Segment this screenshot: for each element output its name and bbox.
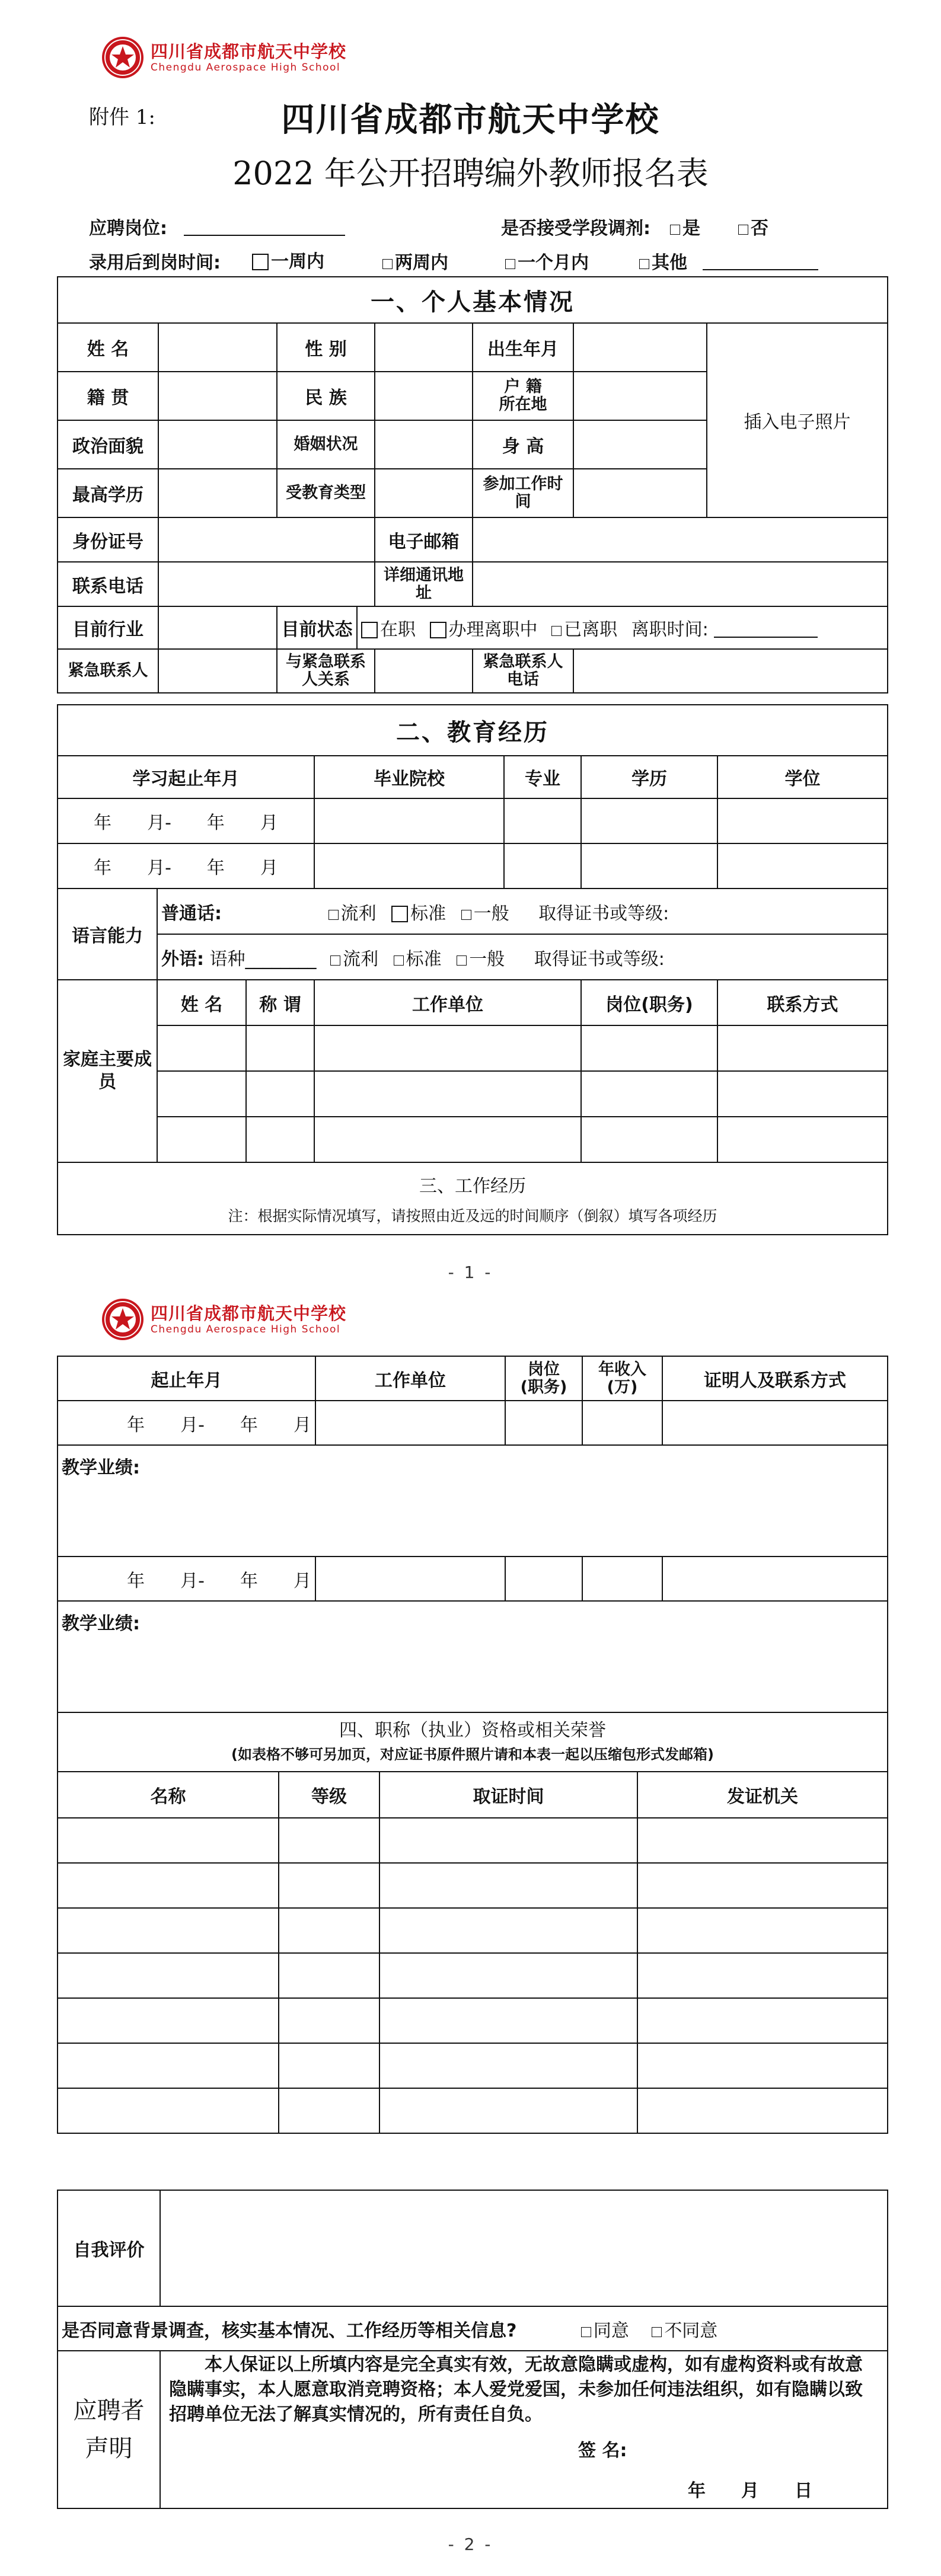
section-3-note: 注：根据实际情况填写，请按照由近及远的时间顺序（倒叙）填写各项经历 bbox=[228, 1207, 717, 1225]
edu-major-field[interactable] bbox=[504, 843, 581, 889]
spacer-row bbox=[58, 2133, 888, 2190]
attachment-label: 附件 1: bbox=[89, 106, 155, 129]
qual-level-field[interactable] bbox=[279, 1863, 379, 1908]
family-name-field[interactable] bbox=[157, 1025, 246, 1071]
emergency-contact-label: 紧急联系人 bbox=[58, 649, 158, 693]
checkbox-icon bbox=[328, 910, 339, 920]
school-name-en: Chengdu Aerospace High School bbox=[151, 62, 341, 73]
checkbox-icon bbox=[252, 254, 269, 270]
family-unit-field[interactable] bbox=[314, 1071, 581, 1117]
qual-level-field[interactable] bbox=[279, 2043, 379, 2088]
mandarin-cert-label: 取得证书或等级: bbox=[538, 903, 669, 924]
work-time-label: 参加工作时间 bbox=[473, 469, 573, 517]
qual-time-field[interactable] bbox=[379, 1818, 637, 1863]
foreign-kind-field[interactable]: 语种________ bbox=[209, 948, 317, 970]
email-field[interactable] bbox=[473, 517, 888, 562]
work-post-field[interactable] bbox=[505, 1557, 582, 1601]
work-time-field[interactable] bbox=[573, 469, 707, 517]
id-label: 身份证号 bbox=[58, 517, 158, 562]
emergency-phone-field[interactable] bbox=[573, 649, 888, 693]
school-logo bbox=[102, 1299, 346, 1340]
qual-time-header: 取证时间 bbox=[379, 1772, 637, 1818]
degree-label: 最高学历 bbox=[58, 469, 158, 517]
id-field[interactable] bbox=[158, 517, 375, 562]
status-leaving-option[interactable]: 办理离职中 bbox=[430, 619, 538, 640]
work-row bbox=[58, 1401, 888, 1445]
native-field[interactable] bbox=[158, 372, 277, 420]
work-period-field[interactable]: 年 月- 年 月 bbox=[58, 1401, 315, 1445]
qual-org-header: 发证机关 bbox=[637, 1772, 888, 1818]
qual-name-field[interactable] bbox=[58, 1908, 279, 1953]
school-seal-icon bbox=[102, 1299, 143, 1340]
checkbox-icon bbox=[330, 955, 340, 966]
edu-period-field[interactable]: 年 月- 年 月 bbox=[58, 843, 314, 889]
work-post-header: 岗位 (职务) bbox=[505, 1356, 582, 1401]
ethnic-field[interactable] bbox=[375, 372, 473, 420]
phone-label: 联系电话 bbox=[58, 562, 158, 606]
edu-major-header: 专业 bbox=[504, 756, 581, 798]
qual-row bbox=[58, 1818, 888, 1863]
leave-time-label: 离职时间: bbox=[631, 619, 709, 640]
native-label: 籍 贯 bbox=[58, 372, 158, 420]
address-field[interactable] bbox=[473, 562, 888, 606]
agree-option[interactable]: 同意 bbox=[581, 2321, 629, 2341]
foreign-fluent-option[interactable]: 流利 bbox=[330, 949, 378, 970]
qual-row bbox=[58, 2088, 888, 2133]
qual-row bbox=[58, 2043, 888, 2088]
qual-row bbox=[58, 1863, 888, 1908]
section-4-note: (如表格不够可另加页，对应证书原件照片请和本表一起以压缩包形式发邮箱) bbox=[231, 1746, 714, 1763]
section-2-title: 二、教育经历 bbox=[58, 705, 888, 756]
qual-level-field[interactable] bbox=[279, 1953, 379, 1998]
work-history-table bbox=[57, 1356, 888, 1713]
status-left-option[interactable]: 已离职 bbox=[551, 619, 617, 640]
address-label: 详细通讯地址 bbox=[375, 562, 473, 606]
section-3-title: 三、工作经历 bbox=[419, 1176, 526, 1197]
qual-time-field[interactable] bbox=[379, 2088, 637, 2133]
family-row bbox=[58, 1071, 888, 1117]
checkbox-icon bbox=[670, 225, 680, 235]
work-ref-field[interactable] bbox=[662, 1557, 888, 1601]
declaration-text: 本人保证以上所填内容是完全真实有效，无故意隐瞒或虚构，如有虚构资料或有故意隐瞒事实，本人愿意取消竞聘资格；本人爱党爱国，未参加任何违法组织，如有隐瞒以致招聘单位无法了解真实情况的，所有责任自负。 bbox=[169, 2354, 863, 2425]
mandarin-standard-option[interactable]: 标准 bbox=[391, 903, 446, 924]
education-table bbox=[57, 704, 888, 1235]
school-logo bbox=[102, 37, 346, 78]
family-unit-header: 工作单位 bbox=[314, 980, 581, 1025]
declaration-cell bbox=[160, 2351, 888, 2508]
edu-school-header: 毕业院校 bbox=[314, 756, 504, 798]
emergency-phone-label: 紧急联系人电话 bbox=[473, 649, 573, 693]
adjust-yes-option[interactable]: 是 bbox=[670, 213, 700, 239]
family-row bbox=[58, 1117, 888, 1162]
teaching-performance-label: 教学业绩: bbox=[62, 1613, 140, 1634]
work-row bbox=[58, 1557, 888, 1601]
emergency-contact-field[interactable] bbox=[158, 649, 277, 693]
family-title-field[interactable] bbox=[246, 1117, 314, 1162]
family-name-header: 姓 名 bbox=[157, 980, 246, 1025]
mandarin-general-option[interactable]: 一般 bbox=[461, 903, 509, 924]
edu-degree-field[interactable] bbox=[717, 798, 888, 843]
family-contact-field[interactable] bbox=[717, 1025, 888, 1071]
height-label: 身 高 bbox=[473, 420, 573, 469]
family-title-field[interactable] bbox=[246, 1071, 314, 1117]
foreign-general-option[interactable]: 一般 bbox=[457, 949, 505, 970]
qual-name-field[interactable] bbox=[58, 1998, 279, 2043]
gender-field[interactable] bbox=[375, 323, 473, 372]
gender-label: 性 别 bbox=[277, 323, 375, 372]
checkbox-icon bbox=[652, 2327, 662, 2337]
teaching-performance-field[interactable] bbox=[58, 1445, 888, 1557]
qual-name-header: 名称 bbox=[58, 1772, 279, 1818]
personal-info-table bbox=[57, 276, 888, 693]
height-field[interactable] bbox=[573, 420, 707, 469]
family-unit-field[interactable] bbox=[314, 1117, 581, 1162]
mandarin-row bbox=[157, 889, 888, 934]
checkbox-icon bbox=[382, 259, 393, 269]
name-label: 姓 名 bbox=[58, 323, 158, 372]
qual-time-field[interactable] bbox=[379, 1863, 637, 1908]
checkbox-icon bbox=[738, 225, 748, 235]
qual-level-field[interactable] bbox=[279, 1818, 379, 1863]
page-number: - 2 - bbox=[448, 2535, 493, 2554]
background-check-label: 是否同意背景调查，核实基本情况、工作经历等相关信息? bbox=[62, 2320, 517, 2341]
photo-placeholder[interactable]: 插入电子照片 bbox=[707, 323, 888, 517]
checkbox-icon bbox=[461, 910, 471, 920]
section-4-title: 四、职称（执业）资格或相关荣誉 bbox=[339, 1720, 607, 1741]
emergency-relation-field[interactable] bbox=[375, 649, 473, 693]
foreign-standard-option[interactable]: 标准 bbox=[394, 949, 442, 970]
family-label: 家庭主要成员 bbox=[58, 980, 157, 1162]
foreign-label: 外语: bbox=[161, 948, 204, 970]
position-label: 应聘岗位: bbox=[89, 218, 167, 239]
work-period-field[interactable]: 年 月- 年 月 bbox=[58, 1557, 315, 1601]
arrival-opt-2[interactable]: 两周内 bbox=[382, 248, 448, 274]
qual-org-field[interactable] bbox=[637, 1953, 888, 1998]
work-income-field[interactable] bbox=[582, 1401, 662, 1445]
leave-time-input[interactable] bbox=[714, 637, 818, 638]
work-ref-header: 证明人及联系方式 bbox=[662, 1356, 888, 1401]
self-eval-field[interactable] bbox=[160, 2190, 888, 2306]
foreign-cert-label: 取得证书或等级: bbox=[534, 948, 665, 970]
section-1-title: 一、个人基本情况 bbox=[58, 277, 888, 323]
school-seal-icon bbox=[102, 37, 143, 78]
page-2 bbox=[0, 1289, 941, 2576]
mandarin-fluent-option[interactable]: 流利 bbox=[328, 903, 377, 924]
qual-name-field[interactable] bbox=[58, 1818, 279, 1863]
industry-field[interactable] bbox=[158, 606, 277, 649]
edu-period-header: 学习起止年月 bbox=[58, 756, 314, 798]
family-contact-header: 联系方式 bbox=[717, 980, 888, 1025]
qual-level-header: 等级 bbox=[279, 1772, 379, 1818]
family-post-field[interactable] bbox=[581, 1071, 717, 1117]
qual-name-field[interactable] bbox=[58, 2088, 279, 2133]
qual-level-field[interactable] bbox=[279, 1998, 379, 2043]
status-label: 目前状态 bbox=[277, 606, 357, 649]
checkbox-icon bbox=[430, 622, 446, 638]
declaration-label: 应聘者 声明 bbox=[58, 2351, 160, 2508]
checkbox-icon bbox=[394, 955, 404, 966]
family-contact-field[interactable] bbox=[717, 1071, 888, 1117]
qual-level-field[interactable] bbox=[279, 1908, 379, 1953]
qual-org-field[interactable] bbox=[637, 1908, 888, 1953]
work-income-header: 年收入 (万) bbox=[582, 1356, 662, 1401]
edu-period-field[interactable]: 年 月- 年 月 bbox=[58, 798, 314, 843]
disagree-option[interactable]: 不同意 bbox=[652, 2321, 717, 2341]
edu-level-field[interactable] bbox=[581, 843, 717, 889]
qual-row bbox=[58, 1953, 888, 1998]
checkbox-icon bbox=[639, 259, 649, 269]
work-ref-field[interactable] bbox=[662, 1401, 888, 1445]
family-title-header: 称 谓 bbox=[246, 980, 314, 1025]
edu-major-field[interactable] bbox=[504, 798, 581, 843]
edu-row bbox=[58, 798, 888, 843]
birth-field[interactable] bbox=[573, 323, 707, 372]
work-unit-field[interactable] bbox=[315, 1401, 505, 1445]
family-post-field[interactable] bbox=[581, 1117, 717, 1162]
email-label: 电子邮箱 bbox=[375, 517, 473, 562]
work-income-field[interactable] bbox=[582, 1557, 662, 1601]
qual-name-field[interactable] bbox=[58, 2043, 279, 2088]
family-post-field[interactable] bbox=[581, 1025, 717, 1071]
checkbox-icon bbox=[457, 955, 467, 966]
marital-field[interactable] bbox=[375, 420, 473, 469]
form-title: 四川省成都市航天中学校 bbox=[281, 101, 660, 139]
qual-org-field[interactable] bbox=[637, 1863, 888, 1908]
family-unit-field[interactable] bbox=[314, 1025, 581, 1071]
marital-label: 婚姻状况 bbox=[277, 420, 375, 469]
industry-label: 目前行业 bbox=[58, 606, 158, 649]
work-post-field[interactable] bbox=[505, 1401, 582, 1445]
qual-row bbox=[58, 1908, 888, 1953]
qual-org-field[interactable] bbox=[637, 1818, 888, 1863]
page-number: - 1 - bbox=[448, 1263, 493, 1282]
edu-school-field[interactable] bbox=[314, 843, 504, 889]
family-name-field[interactable] bbox=[157, 1117, 246, 1162]
background-check-row bbox=[58, 2306, 888, 2351]
phone-field[interactable] bbox=[158, 562, 375, 606]
edu-degree-header: 学位 bbox=[717, 756, 888, 798]
arrival-opt-4[interactable]: 其他 bbox=[639, 248, 687, 274]
work-period-header: 起止年月 bbox=[58, 1356, 315, 1401]
qual-org-field[interactable] bbox=[637, 2088, 888, 2133]
ethnic-label: 民 族 bbox=[277, 372, 375, 420]
status-options bbox=[357, 606, 888, 649]
checkbox-icon bbox=[361, 622, 378, 638]
form-subtitle: 2022 年公开招聘编外教师报名表 bbox=[232, 155, 709, 192]
school-name-en: Chengdu Aerospace High School bbox=[151, 1324, 341, 1335]
edu-type-field[interactable] bbox=[375, 469, 473, 517]
checkbox-icon bbox=[391, 906, 408, 922]
arrival-opt-3[interactable]: 一个月内 bbox=[505, 248, 589, 274]
signature-date[interactable]: 年 月 日 bbox=[688, 2481, 812, 2501]
adjust-label: 是否接受学段调剂: bbox=[501, 218, 650, 239]
qual-name-field[interactable] bbox=[58, 1953, 279, 1998]
political-label: 政治面貌 bbox=[58, 420, 158, 469]
hukou-label: 户 籍 所在地 bbox=[473, 372, 573, 420]
teaching-performance-label: 教学业绩: bbox=[62, 1458, 140, 1478]
family-name-field[interactable] bbox=[157, 1071, 246, 1117]
name-field[interactable] bbox=[158, 323, 277, 372]
qual-org-field[interactable] bbox=[637, 2043, 888, 2088]
family-row bbox=[58, 1025, 888, 1071]
qual-time-field[interactable] bbox=[379, 2043, 637, 2088]
qual-org-field[interactable] bbox=[637, 1998, 888, 2043]
edu-school-field[interactable] bbox=[314, 798, 504, 843]
emergency-relation-label: 与紧急联系人关系 bbox=[277, 649, 375, 693]
foreign-row bbox=[157, 934, 888, 980]
edu-type-label: 受教育类型 bbox=[277, 469, 375, 517]
self-eval-label: 自我评价 bbox=[58, 2190, 160, 2306]
qual-level-field[interactable] bbox=[279, 2088, 379, 2133]
degree-field[interactable] bbox=[158, 469, 277, 517]
qual-row bbox=[58, 1998, 888, 2043]
birth-label: 出生年月 bbox=[473, 323, 573, 372]
family-title-field[interactable] bbox=[246, 1025, 314, 1071]
checkbox-icon bbox=[581, 2327, 591, 2337]
family-contact-field[interactable] bbox=[717, 1117, 888, 1162]
adjust-no-option[interactable]: 否 bbox=[738, 213, 768, 239]
school-name-cn: 四川省成都市航天中学校 bbox=[151, 1303, 347, 1324]
qual-name-field[interactable] bbox=[58, 1863, 279, 1908]
arrival-label: 录用后到岗时间: bbox=[89, 253, 221, 273]
qual-time-field[interactable] bbox=[379, 1953, 637, 1998]
school-name-cn: 四川省成都市航天中学校 bbox=[151, 41, 347, 62]
section-3-header bbox=[58, 1162, 888, 1235]
checkbox-icon bbox=[505, 259, 515, 269]
status-employed-option[interactable]: 在职 bbox=[361, 619, 416, 640]
political-field[interactable] bbox=[158, 420, 277, 469]
arrival-opt-1[interactable]: 一周内 bbox=[252, 247, 324, 273]
arrival-other-input[interactable] bbox=[703, 269, 818, 270]
section-4-header bbox=[58, 1712, 888, 1772]
work-unit-field[interactable] bbox=[315, 1557, 505, 1601]
family-post-header: 岗位(职务) bbox=[581, 980, 717, 1025]
signature-label[interactable]: 签 名: bbox=[578, 2440, 627, 2461]
work-unit-header: 工作单位 bbox=[315, 1356, 505, 1401]
edu-row bbox=[58, 843, 888, 889]
mandarin-label: 普通话: bbox=[161, 903, 222, 924]
teaching-performance-field[interactable] bbox=[58, 1601, 888, 1712]
position-input[interactable] bbox=[184, 235, 345, 236]
edu-degree-field[interactable] bbox=[717, 843, 888, 889]
qual-time-field[interactable] bbox=[379, 1908, 637, 1953]
qual-time-field[interactable] bbox=[379, 1998, 637, 2043]
edu-level-field[interactable] bbox=[581, 798, 717, 843]
checkbox-icon bbox=[551, 626, 562, 636]
edu-level-header: 学历 bbox=[581, 756, 717, 798]
qualification-table bbox=[57, 1712, 888, 2509]
hukou-field[interactable] bbox=[573, 372, 707, 420]
language-label: 语言能力 bbox=[58, 889, 157, 980]
